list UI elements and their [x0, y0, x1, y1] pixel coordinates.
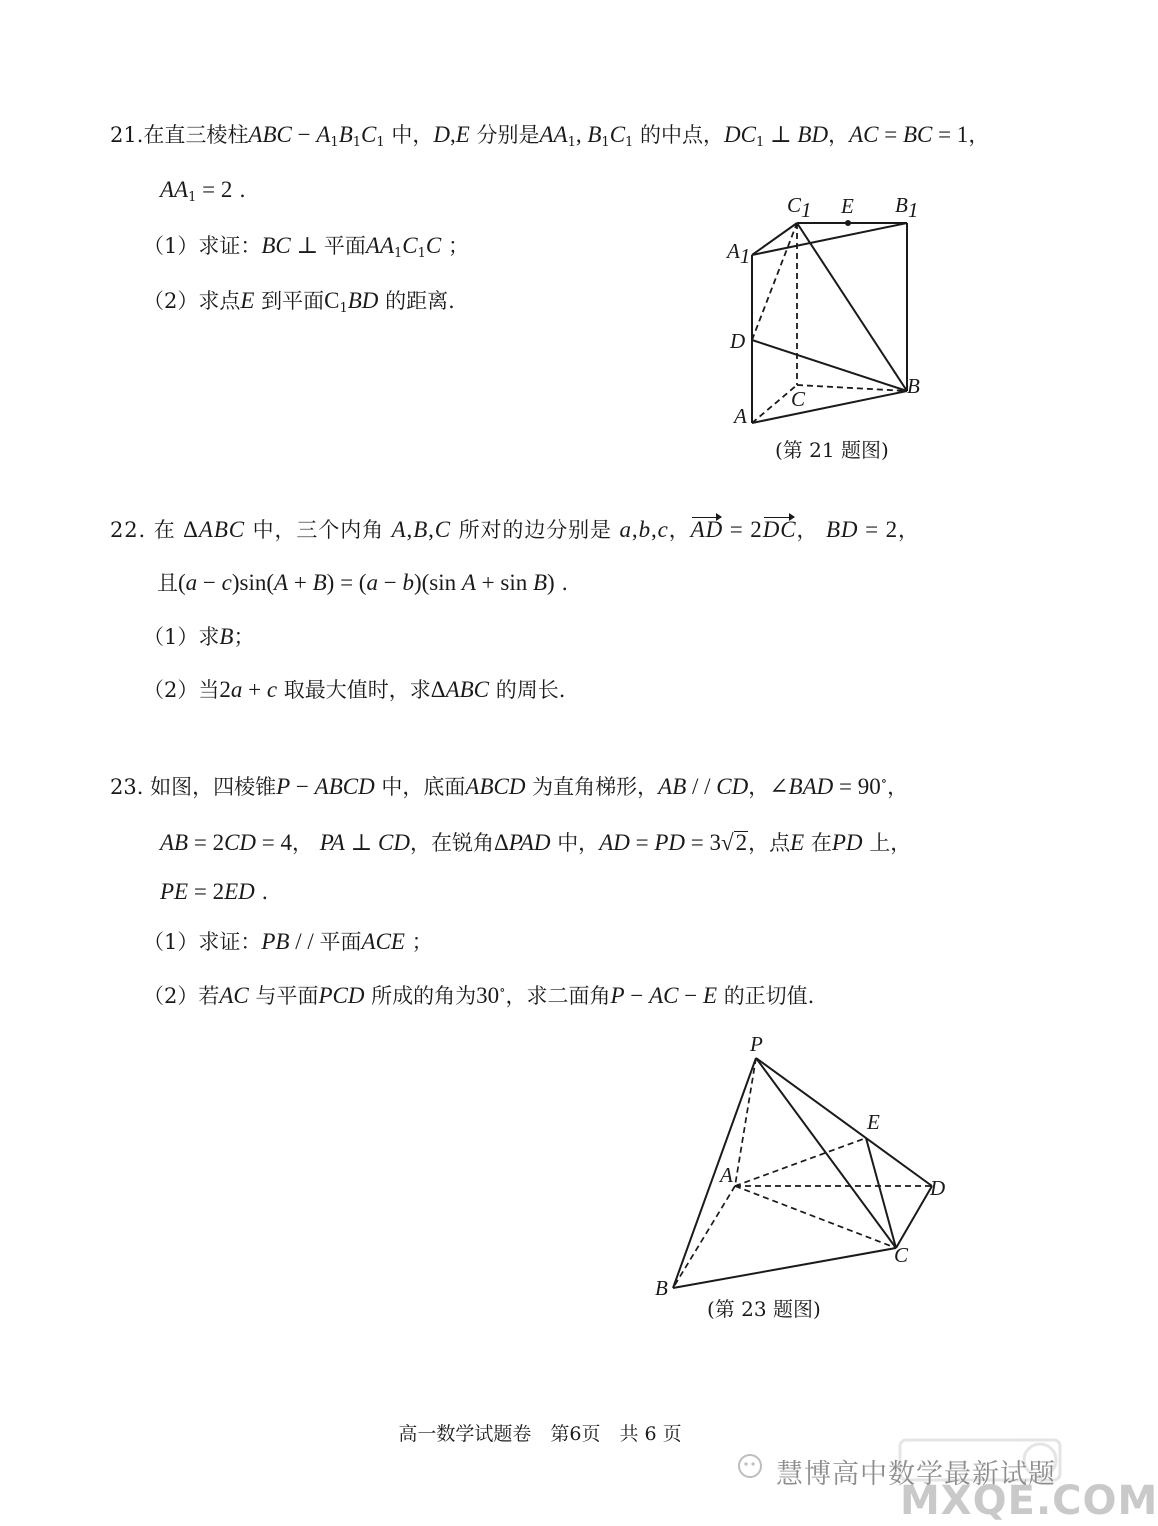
q22-part-1: （1）求B； — [143, 624, 255, 649]
q21-label-c: C — [791, 387, 806, 411]
q23-label-c: C — [894, 1243, 909, 1267]
q21-part-2: （2）求点E 到平面$C_1BD$ 的距离. — [143, 288, 455, 316]
q21-label-b1: B1 — [895, 193, 919, 222]
q23-line-3: PE = 2ED . — [160, 879, 269, 904]
q21-part-1: （1）求证：BC ⊥ 平面$AA_1C_1C$ ； — [143, 233, 469, 261]
watermark-site: MXQE.COM — [900, 1478, 1158, 1524]
q23-label-e: E — [867, 1110, 880, 1134]
q22-line-2: 且(a − c)sin(A + B) = (a − b)(sin A + sin B) . — [157, 570, 569, 595]
q21-label-b: B — [907, 374, 920, 398]
q22-line-1: 22. 在 ΔABC 中，三个内角 A,B,C 所对的边分别是 a,b,c，AD = 2DC， BD = 2， — [110, 515, 920, 545]
q21-caption: (第 21 题图) — [775, 438, 889, 462]
q23-part-2: （2）若AC 与平面PCD 所成的角为30∘，求二面角P − AC − E 的正切值. — [143, 983, 815, 1008]
q23-pyramid-figure — [640, 1030, 960, 1300]
q21-label-e: E — [841, 194, 854, 218]
page-footer: 高一数学试题卷 第6页 共 6 页 — [398, 1423, 682, 1445]
q22-part-2: （2）当2a + c 取最大值时，求ΔABC 的周长. — [143, 677, 566, 702]
q23-label-b: B — [655, 1276, 668, 1300]
q23-part-1: （1）求证：PB / / 平面ACE ； — [143, 929, 433, 954]
q21-line-2: $AA_1 = 2$ . — [160, 177, 246, 205]
q21-line-1: 21.在直三棱柱ABC − $A_1B_1C_1$ 中，D,E 分别是$AA_1$, $B_1C_1$ 的中点，$DC_1$ ⊥ BD，AC = BC = 1， — [110, 122, 990, 150]
q21-label-c1: C1 — [787, 193, 812, 222]
q23-label-p: P — [750, 1032, 763, 1056]
q23-line-1: 23. 如图，四棱锥P − ABCD 中，底面ABCD 为直角梯形，AB / / CD，∠BAD = 90∘， — [110, 774, 909, 799]
q21-prism-figure — [715, 185, 930, 435]
q23-caption: (第 23 题图) — [707, 1297, 821, 1321]
q23-label-d: D — [930, 1176, 946, 1200]
q23-label-a: A — [720, 1163, 733, 1187]
q21-label-d: D — [730, 329, 746, 353]
q21-label-a: A — [734, 404, 747, 428]
q21-label-a1: A1 — [727, 239, 751, 268]
q23-line-2: AB = 2CD = 4， PA ⊥ CD，在锐角ΔPAD 中，AD = PD = 3√2，点E 在PD 上， — [160, 830, 912, 855]
watermark-text: 慧博高中数学最新试题 — [776, 1459, 1056, 1490]
